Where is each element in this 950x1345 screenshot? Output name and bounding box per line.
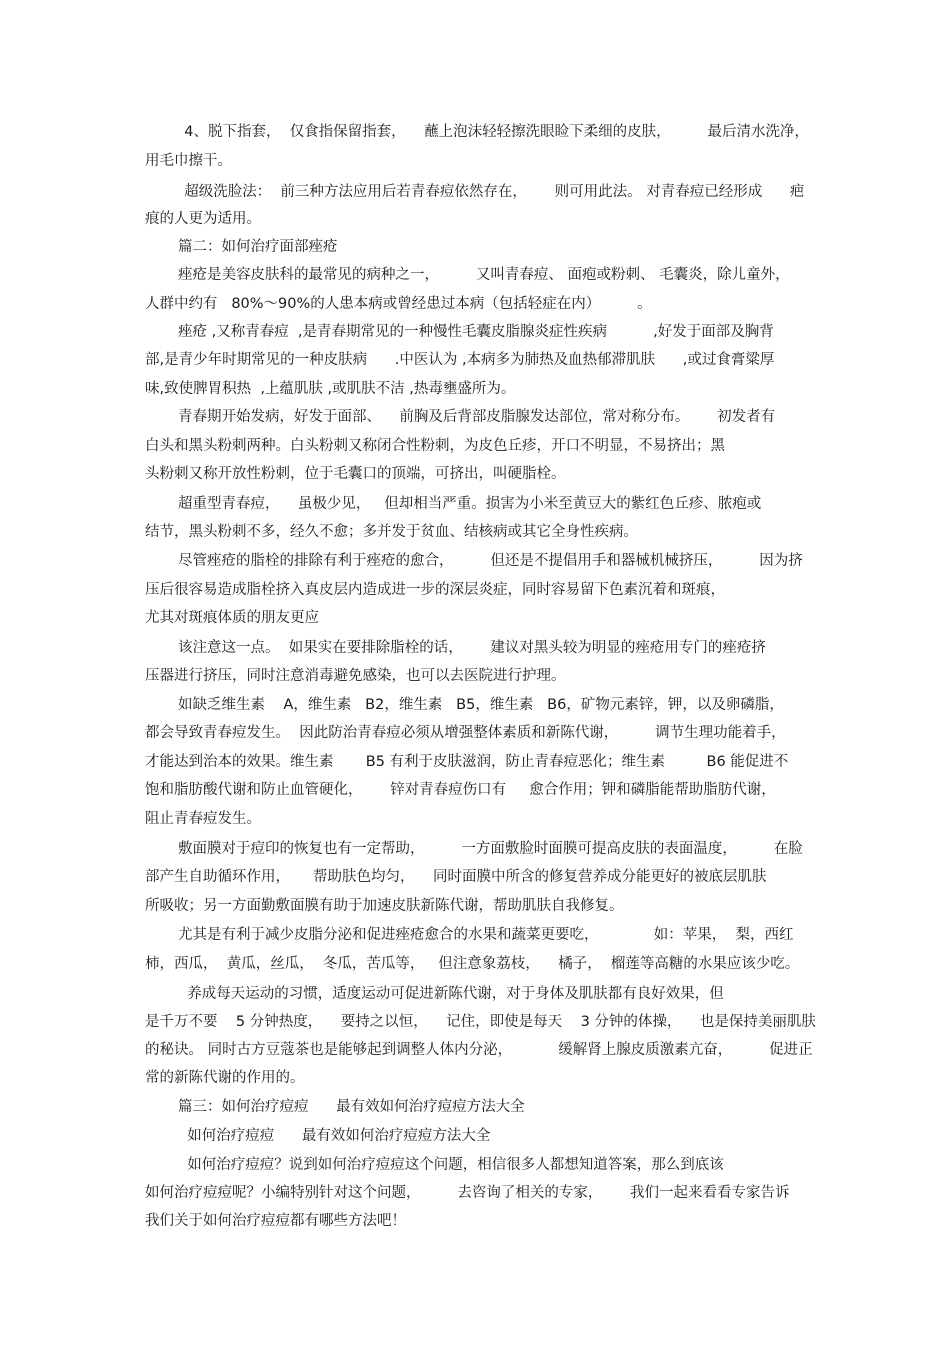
text-line: 青春期开始发病，好发于面部、 前胸及后背部皮脂腺发达部位，常对称分布。 初发者有 xyxy=(178,409,776,425)
text-line: 结节，黑头粉刺不多，经久不愈；多并发于贫血、结核病或其它全身性疾病。 xyxy=(145,524,638,540)
text-line: 痤疮 ,又称青春痘 ,是青春期常见的一种慢性毛囊皮脂腺炎症性疾病 ,好发于面部及胸背 xyxy=(178,324,774,340)
text-line: 如何治疗痘痘？说到如何治疗痘痘这个问题，相信很多人都想知道答案，那么到底该 xyxy=(178,1157,724,1173)
section-heading: 篇二：如何治疗面部痤疮 xyxy=(178,239,338,255)
text-line: 白头和黑头粉刺两种。白头粉刺又称闭合性粉刺，为皮色丘疹，开口不明显，不易挤出；黑 xyxy=(145,438,725,454)
text-line: 超重型青春痘， 虽极少见， 但却相当严重。损害为小米至黄豆大的紫红色丘疹、脓疱或 xyxy=(178,496,762,512)
text-line: 用毛巾擦干。 xyxy=(145,153,232,169)
text-line: 如何治疗痘痘 最有效如何治疗痘痘方法大全 xyxy=(178,1128,491,1144)
text-line: 该注意这一点。 如果实在要排除脂栓的话， 建议对黑头较为明显的痤疮用专门的痤疮挤 xyxy=(178,640,766,656)
text-line: 如何治疗痘痘呢？小编特别针对这个问题， 去咨询了相关的专家， 我们一起来看看专家告诉 xyxy=(145,1185,790,1201)
text-line: 饱和脂肪酸代谢和防止血管硬化， 锌对青春痘伤口有 愈合作用；钾和磷脂能帮助脂肪代谢， xyxy=(145,782,776,798)
text-line: 我们关于如何治疗痘痘都有哪些方法吧！ xyxy=(145,1213,406,1229)
text-line: 尤其是有利于减少皮脂分泌和促进痤疮愈合的水果和蔬菜更要吃， 如：苹果， 梨，西红 xyxy=(178,927,794,943)
text-line: 敷面膜对于痘印的恢复也有一定帮助， 一方面敷脸时面膜可提高皮肤的表面温度， 在脸 xyxy=(178,841,803,857)
text-line: 味,致使脾胃积热 ,上蕴肌肤 ,或肌肤不洁 ,热毒壅盛所为。 xyxy=(145,381,516,397)
text-line: 常的新陈代谢的作用的。 xyxy=(145,1070,305,1086)
text-line: 超级洗脸法： 前三种方法应用后若青春痘依然存在， 则可用此法。 对青春痘已经形成 疤 xyxy=(175,184,805,200)
text-line: 阻止青春痘发生。 xyxy=(145,811,261,827)
text-line: 养成每天运动的习惯，适度运动可促进新陈代谢，对于身体及肌肤都有良好效果，但 xyxy=(178,986,724,1002)
text-line: 4、脱下指套， 仅食指保留指套， 蘸上泡沫轻轻擦洗眼睑下柔细的皮肤， 最后清水洗净， xyxy=(175,124,809,140)
text-line: 部,是青少年时期常见的一种皮肤病 .中医认为 ,本病多为肺热及血热郁滞肌肤 ,或过食膏粱厚 xyxy=(145,352,775,368)
text-line: 部产生自助循环作用， 帮助肤色均匀， 同时面膜中所含的修复营养成分能更好的被底层肌肤 xyxy=(145,869,767,885)
text-line: 尽管痤疮的脂栓的排除有利于痤疮的愈合， 但还是不提倡用手和器械机械挤压， 因为挤 xyxy=(178,553,803,569)
text-line: 才能达到治本的效果。维生素 B5 有利于皮肤滋润，防止青春痘恶化；维生素 B6 能促进不 xyxy=(145,754,789,770)
text-line: 所吸收；另一方面勤敷面膜有助于加速皮肤新陈代谢，帮助肌肤自我修复。 xyxy=(145,898,624,914)
text-line: 头粉刺又称开放性粉刺，位于毛囊口的顶端，可挤出，叫硬脂栓。 xyxy=(145,466,566,482)
text-line: 都会导致青春痘发生。 因此防治青春痘必须从增强整体素质和新陈代谢， 调节生理功能着手， xyxy=(145,725,786,741)
text-line: 痕的人更为适用。 xyxy=(145,211,261,227)
text-line: 是千万不要 5 分钟热度， 要持之以恒， 记住，即使是每天 3 分钟的体操， 也是保持美丽肌肤 xyxy=(145,1014,816,1030)
text-line: 人群中约有 80%～90%的人患本病或曾经患过本病（包括轻症在内） 。 xyxy=(145,296,652,312)
text-line: 压后很容易造成脂栓挤入真皮层内造成进一步的深层炎症，同时容易留下色素沉着和斑痕， xyxy=(145,582,725,598)
text-line: 尤其对斑痕体质的朋友更应 xyxy=(145,610,319,626)
text-line: 柿，西瓜， 黄瓜，丝瓜， 冬瓜，苦瓜等， 但注意象荔枝， 橘子， 榴莲等高糖的水果应该少吃。 xyxy=(145,956,800,972)
text-line: 的秘诀。 同时古方豆蔻茶也是能够起到调整人体内分泌， 缓解肾上腺皮质激素亢奋， 促进正 xyxy=(145,1042,813,1058)
section-heading: 篇三：如何治疗痘痘 最有效如何治疗痘痘方法大全 xyxy=(178,1099,525,1115)
text-line: 压器进行挤压，同时注意消毒避免感染，也可以去医院进行护理。 xyxy=(145,668,566,684)
text-line: 如缺乏维生素 A，维生素 B2，维生素 B5，维生素 B6，矿物元素锌，钾，以及卵磷脂， xyxy=(178,697,784,713)
text-line: 痤疮是美容皮肤科的最常见的病种之一， 又叫青春痘、 面疱或粉刺、 毛囊炎，除儿童外， xyxy=(178,267,790,283)
